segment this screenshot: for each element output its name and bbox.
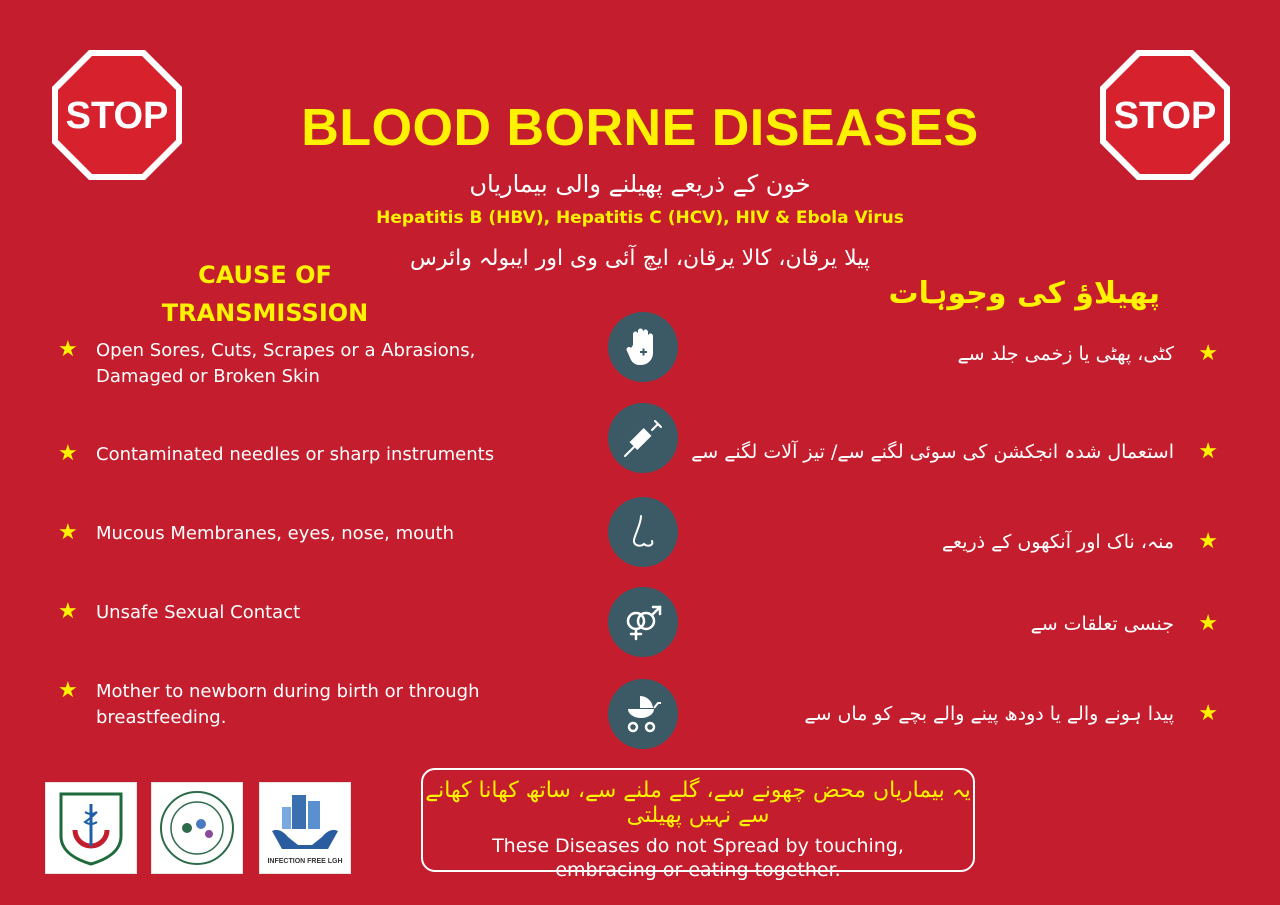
virus-list: Hepatitis B (HBV), Hepatitis C (HCV), HIV & Ebola Virus [376, 208, 904, 228]
cause-item-ur [658, 342, 1218, 366]
urdu-virus-list: پیلا یرقان، کالا یرقان، ایچ آئی وی اور ایبولہ وائرس [410, 246, 870, 271]
cause-text-ur: استعمال شدہ انجکشن کی سوئی لگنے سے/ تیز آلات لگنے سے [691, 441, 1174, 463]
star-icon: ★ [58, 678, 78, 703]
note-english [423, 834, 973, 882]
star-icon: ★ [1198, 611, 1218, 636]
star-icon: ★ [1198, 439, 1218, 464]
star-icon: ★ [58, 441, 78, 466]
cause-item-en [58, 679, 548, 731]
cause-item-en [58, 442, 548, 468]
star-icon: ★ [58, 520, 78, 545]
stop-text: STOP [65, 95, 169, 137]
cause-text-line: Open Sores, Cuts, Scrapes or a Abrasions, [96, 340, 476, 361]
cause-text-ur: پیدا ہونے والے یا دودھ پینے والے بچے کو ماں سے [804, 703, 1174, 725]
cause-item-ur [658, 530, 1218, 554]
cause-item-en [58, 338, 548, 390]
cause-item-ur [658, 440, 1218, 464]
urdu-heading: پھیلاؤ کی وجوہات [888, 276, 1160, 311]
cause-heading-line: TRANSMISSION [161, 299, 369, 327]
infection-free-lgh-logo [259, 782, 351, 874]
cause-item-en [58, 521, 548, 547]
logo-caption: INFECTION FREE LGH [267, 858, 343, 865]
note-line: embracing or eating together. [555, 859, 841, 881]
cause-text-line: Damaged or Broken Skin [96, 366, 320, 387]
cause-text-ur: کٹی، پھٹی یا زخمی جلد سے [957, 343, 1174, 365]
star-icon: ★ [1198, 341, 1218, 366]
infection-control-logo [151, 782, 243, 874]
note-urdu: یہ بیماریاں محض چھونے سے، گلے ملنے سے، ساتھ کھانا کھانے سے نہیں پھیلتی [425, 778, 971, 828]
cause-text-line: Contaminated needles or sharp instruments [96, 444, 495, 465]
cause-text-line: breastfeeding. [96, 707, 227, 728]
star-icon: ★ [1198, 701, 1218, 726]
cause-text-ur: جنسی تعلقات سے [1030, 613, 1174, 635]
urdu-subtitle: خون کے ذریعے پھیلنے والی بیماریاں [469, 170, 811, 198]
note-line: These Diseases do not Spread by touching, [492, 835, 904, 857]
cause-heading [150, 256, 380, 332]
cause-text-line: Mother to newborn during birth or through [96, 681, 480, 702]
note-box [421, 768, 975, 881]
stop-text: STOP [1113, 95, 1217, 137]
cause-heading-line: CAUSE OF [198, 261, 332, 289]
cause-item-en [58, 600, 548, 626]
hospital-logo [45, 782, 137, 874]
star-icon: ★ [58, 337, 78, 362]
cause-text-ur: منہ، ناک اور آنکھوں کے ذریعے [941, 531, 1174, 553]
page-title: BLOOD BORNE DISEASES [301, 99, 979, 157]
cause-item-ur [658, 612, 1218, 636]
cause-item-ur [658, 702, 1218, 726]
cause-text-line: Unsafe Sexual Contact [96, 602, 301, 623]
cause-text-line: Mucous Membranes, eyes, nose, mouth [96, 523, 455, 544]
star-icon: ★ [58, 599, 78, 624]
star-icon: ★ [1198, 529, 1218, 554]
